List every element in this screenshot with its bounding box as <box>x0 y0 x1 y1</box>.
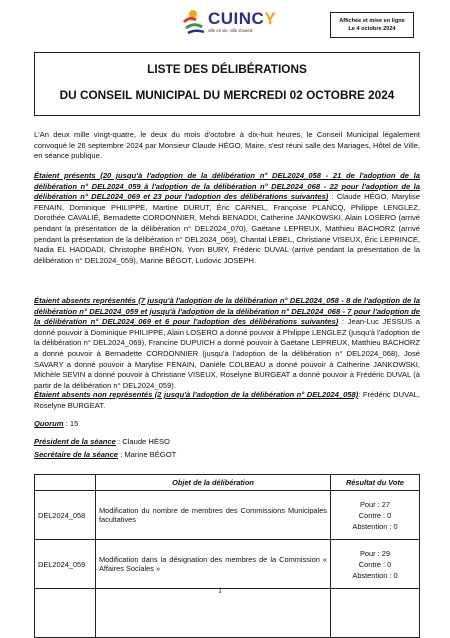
vote-abstention: Abstention : 0 <box>352 521 398 531</box>
page-number: 1 <box>218 586 222 595</box>
intro-paragraph: L'An deux mille vingt-quatre, le deux du mois d'octobre à dix-huit heures, le Conseil Municipal légalement convoqué le 26 septembre 2024 par Monsieur Claude HÉGO, Maire, s'est réuni salle des Mariages, Hôtel de Ville, en séance publique. <box>34 130 420 161</box>
vote-result <box>331 540 420 589</box>
presents-heading: Étaient présents (20 jusqu'à l'adoption de la délibération n° DEL2024_058 - 21 de l'adoption de la délibération n° DEL2024_059 à l'adoption de la délibération n° DEL2024_068 - 22 pour l'adoption de la délibération n° DEL2024_069 et 23 pour l'adoption des délibérations suivantes) <box>34 171 420 202</box>
presents-paragraph <box>34 171 420 266</box>
table-row <box>35 491 420 540</box>
deliberation-ref: DEL2024_058 <box>35 491 96 540</box>
vote-abstention: Abstention : 0 <box>352 570 398 580</box>
table-header-vote: Résultat du Vote <box>331 475 420 491</box>
represented-list: : Jean-Luc JESSUS a donné pouvoir à Dominique PHILIPPE, Alain LOSERO a donné pouvoir à Philippe LENGLEZ (jusqu'à l'adoption de la délibération n° DEL2024_069), Francine DUPUICH a donné pouvoir à Gaëtane LEPREUX, Matthieu BACHORZ a donné pouvoir à Bernadette CORDONNIER (jusqu'à l'adoption de la délibération n° DEL2024_068), José SAVARY a donné pouvoir à Marylise FENAIN, Danièle COLBEAU a donné pouvoir à Catherine JANKOWSKI, Michèle SEVIN a donné pouvoir à Christiane VISEUX, Roselyne BURGEAT a donné pouvoir à Frédéric DUVAL (à partir de la délibération n° DEL2024_059). <box>34 317 420 390</box>
president-line <box>34 437 420 448</box>
absent-heading: Étaient absents non représentés (2 jusqu'à l'adoption de la délibération n° DEL2024_058) <box>34 390 359 399</box>
vote-pour: Pour : 29 <box>360 548 390 558</box>
deliberation-ref <box>35 589 96 638</box>
stamp-line-1: Affichée et mise en ligne <box>339 18 405 24</box>
represented-paragraph <box>34 296 420 391</box>
posting-stamp <box>330 12 414 38</box>
logo-tagline: ville en vie, ville d'avenir <box>208 28 253 33</box>
cuincy-logo <box>178 8 288 36</box>
stamp-line-2: Le 4 octobre 2024 <box>348 26 396 32</box>
absent-list: : Frédéric DUVAL, Roselyne BURGEAT. <box>34 390 421 410</box>
absent-paragraph <box>34 390 420 411</box>
quorum-value: : 15 <box>63 419 79 428</box>
vote-result <box>331 589 420 638</box>
table-header-row <box>35 475 420 491</box>
deliberation-object: Modification du nombre de membres des Commissions Municipales facultatives <box>96 491 331 540</box>
secretary-label: Secrétaire de la séance <box>34 450 119 459</box>
logo-wordmark: CUINCY <box>208 9 277 28</box>
represented-heading: Étaient absents représentés (7 jusqu'à l'adoption de la délibération n° DEL2024_058 - 8 de l'adoption de la délibération n° DEL2024_059 et jusqu'à l'adoption de la délibération n° DEL2024_068 - 7 pour l'adoption de la délibération n° DEL2024_069 et 6 pour l'adoption des délibérations suivantes) <box>34 296 420 327</box>
table-header-object: Objet de la délibération <box>96 475 331 491</box>
document-subtitle: DU CONSEIL MUNICIPAL DU MERCREDI 02 OCTOBRE 2024 <box>59 88 395 102</box>
quorum-line <box>34 419 420 430</box>
president-value: : Claude HÉSO <box>115 437 170 446</box>
deliberation-object <box>96 589 331 638</box>
vote-result <box>331 491 420 540</box>
quorum-label: Quorum <box>34 419 64 428</box>
table-header-ref <box>35 475 96 491</box>
secretary-value: : Marine BÉGOT <box>118 450 177 459</box>
vote-contre: Contre : 0 <box>358 559 392 569</box>
deliberation-object: Modification dans la désignation des membres de la Commission « Affaires Sociales » <box>96 540 331 589</box>
presents-list: : Claude HÉGO, Marylise FENAIN, Dominique PHILIPPE, Martine DURUT, Éric CARNEL, Françoise PLANCQ, Philippe LENGLEZ, Dorothée CAVALIÉ, Bernadette CORDONNIER, Mehdi BENADDI, Catherine JANKOWSKI, Alain LOSERO (arrivé pendant la présentation de la délibération n° DEL2024_070), Gaëtane LEPREUX, Matthieu BACHORZ (arrivé pendant la présentation de la délibération n° DEL2024_069), Chantal LEBEL, Christiane VISEUX, Éric LEPRINCE, Nadia EL HADDADI, Christophe BRÉHON, Yvon BURY, Frédéric DUVAL (arrivé pendant la présentation de la délibération n° DEL2024_059), Marine BÉGOT, Ludovic JOSEPH. <box>34 192 420 265</box>
title-box <box>34 52 420 116</box>
president-label: Président de la séance <box>34 437 116 446</box>
logo-emblem-icon <box>178 8 208 36</box>
deliberations-table <box>34 474 420 638</box>
secretary-line <box>34 450 420 461</box>
vote-pour: Pour : 27 <box>360 499 390 509</box>
table-row <box>35 589 420 638</box>
table-row <box>35 540 420 589</box>
vote-contre: Contre : 0 <box>358 510 392 520</box>
logo-wordmark-accent: Y <box>264 9 277 28</box>
document-title: LISTE DES DÉLIBÉRATIONS <box>147 62 307 76</box>
deliberation-ref: DEL2024_059 <box>35 540 96 589</box>
